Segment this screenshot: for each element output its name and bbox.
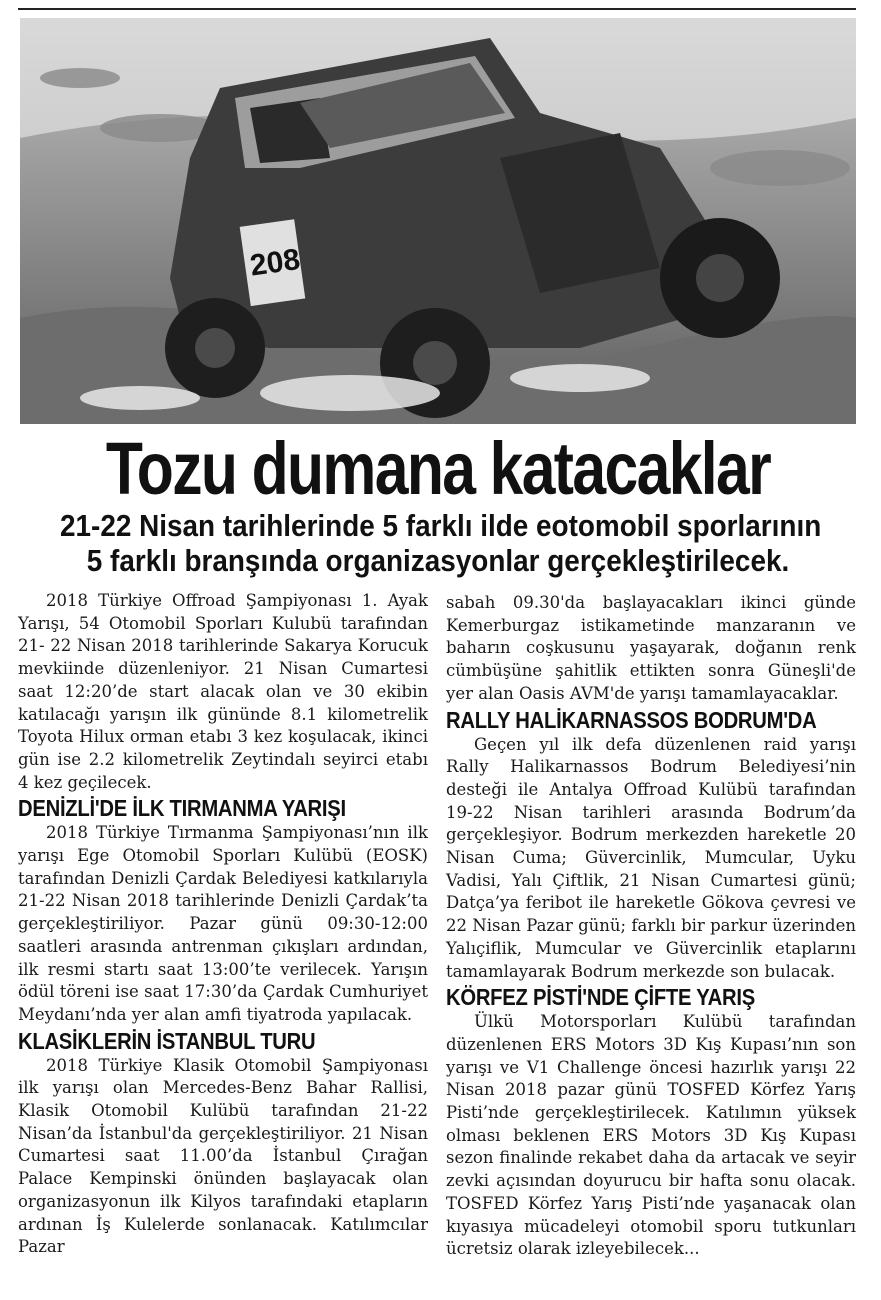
subheadline-line-1: 21-22 Nisan tarihlerinde 5 farklı ilde eotomobil sporlarının (60, 508, 822, 543)
section-text-klasikler-continued: sabah 09.30'da başlayacakları ikinci günde Kemerburgaz istikametinde manzaranın ve baharın coşkusunu yaşayarak, doğanın renk cümbüşüne şahitlik ettikten sonra Güneşli'de yer alan Oasis AVM'de yarışı tamamlayacaklar. (446, 593, 856, 703)
section-heading-denizli: DENİZLİ'DE İLK TIRMANMA YARIŞI (18, 795, 346, 822)
top-rule (18, 8, 856, 10)
photo-illustration (20, 18, 856, 424)
article-column-left (18, 590, 428, 1259)
section-text-klasikler: 2018 Türkiye Klasik Otomobil Şampiyonası ilk yarışı olan Mercedes-Benz Bahar Rallisi, Klasik Otomobil Kulübü tarafından 21-22 Nisan’da İstanbul'da gerçekleştiriliyor. 21 Nisan Cumartesi saat 11.00’da İstanbul Çırağan Palace Kempinski önünden başlayacak olan organizasyonun ilk Kilyos tarafındaki etapların ardınan İş Kulelerde sonlanacak. Katılımcılar Pazar (18, 1055, 428, 1257)
offroad-jeep-photo (20, 18, 856, 424)
svg-text:208: 208 (247, 242, 303, 283)
section-text-denizli: 2018 Türkiye Tırmanma Şampiyonası’nın ilk yarışı Ege Otomobil Sporları Kulübü (EOSK) tarafından Denizli Çardak Belediyesi katkılarıyla 21-22 Nisan 2018 tarihlerinde Denizli Çardak’ta gerçekleştiriliyor. Pazar günü 09:30-12:00 saatleri arasında antrenman çıkışları ardından, ilk resmi startı saat 13:00’te verilecek. Yarışın ödül töreni ise saat 17:30’da Çardak Cumhuriyet Meydanı’nda yer alan amfi tiyatroda yapılacak. (18, 823, 428, 1024)
section-heading-bodrum: RALLY HALİKARNASSOS BODRUM'DA (446, 706, 817, 733)
headline: Tozu dumana katacaklar (105, 427, 771, 510)
section-heading-klasikler: KLASİKLERİN İSTANBUL TURU (18, 1027, 316, 1054)
section-text-bodrum: Geçen yıl ilk defa düzenlenen raid yarışı Rally Halikarnassos Bodrum Belediyesi’nin desteği ile Antalya Offroad Kulübü tarafından 19-22 Nisan tarihleri arasında Bodrum’da gerçekleşiyor. Bodrum merkezden hareketle 20 Nisan Cuma; Güvercinlik, Mumcular, Uyku Vadisi, Yalı Çiftlik, 21 Nisan Cumartesi günü; Datça’ya feribot ile hareketle Gökova çevresi ve 22 Nisan Pazar günü; farklı bir parkur üzerinden Yalıçiflik, Mumcular ve Güvercinlik etaplarını tamamlayarak Bodrum merkezde son bulacak. (446, 734, 856, 981)
section-text-korfez: Ülkü Motorsporları Kulübü tarafından düzenlenen ERS Motors 3D Kış Kupası’nın son yarışı ve V1 Challenge öncesi hazırlık yarışı 22 Nisan 2018 pazar günü TOSFED Körfez Yarış Pisti’nde gerçekleştirilecek. Katılımın yüksek olması beklenen ERS Motors 3D Kış Kupası sezon finalinde rekabet daha da artacak ve seyir zevki açısından doyurucu bir hafta sonu olacak. TOSFED Körfez Yarış Pisti’nde yaşanacak olan kıyasıya mücadeleyi otomobil sporu tutkunları ücretsiz olarak izleyebilecek... (446, 1012, 856, 1259)
subheadline (18, 508, 858, 578)
intro-paragraph: 2018 Türkiye Offroad Şampiyonası 1. Ayak Yarışı, 54 Otomobil Sporları Kulubü tarafından 21- 22 Nisan 2018 tarihlerinde Sakarya Korucuk mevkiinde düzenleniyor. 21 Nisan Cumartesi saat 12:20’de start alacak olan ve 30 ekibin katılacağı yarışın ilk gününde 8.1 kilometrelik Toyota Hilux orman etabı 3 kez koşulacak, ikinci gün ise 2.2 kilometrelik Zeytindalı seyirci etabı 4 kez geçilecek. (18, 591, 428, 792)
subheadline-line-2: 5 farklı branşında organizasyonlar gerçekleştirilecek. (86, 543, 790, 578)
section-heading-korfez: KÖRFEZ PİSTİ'NDE ÇİFTE YARIŞ (446, 984, 755, 1011)
article-column-right (446, 592, 856, 1261)
